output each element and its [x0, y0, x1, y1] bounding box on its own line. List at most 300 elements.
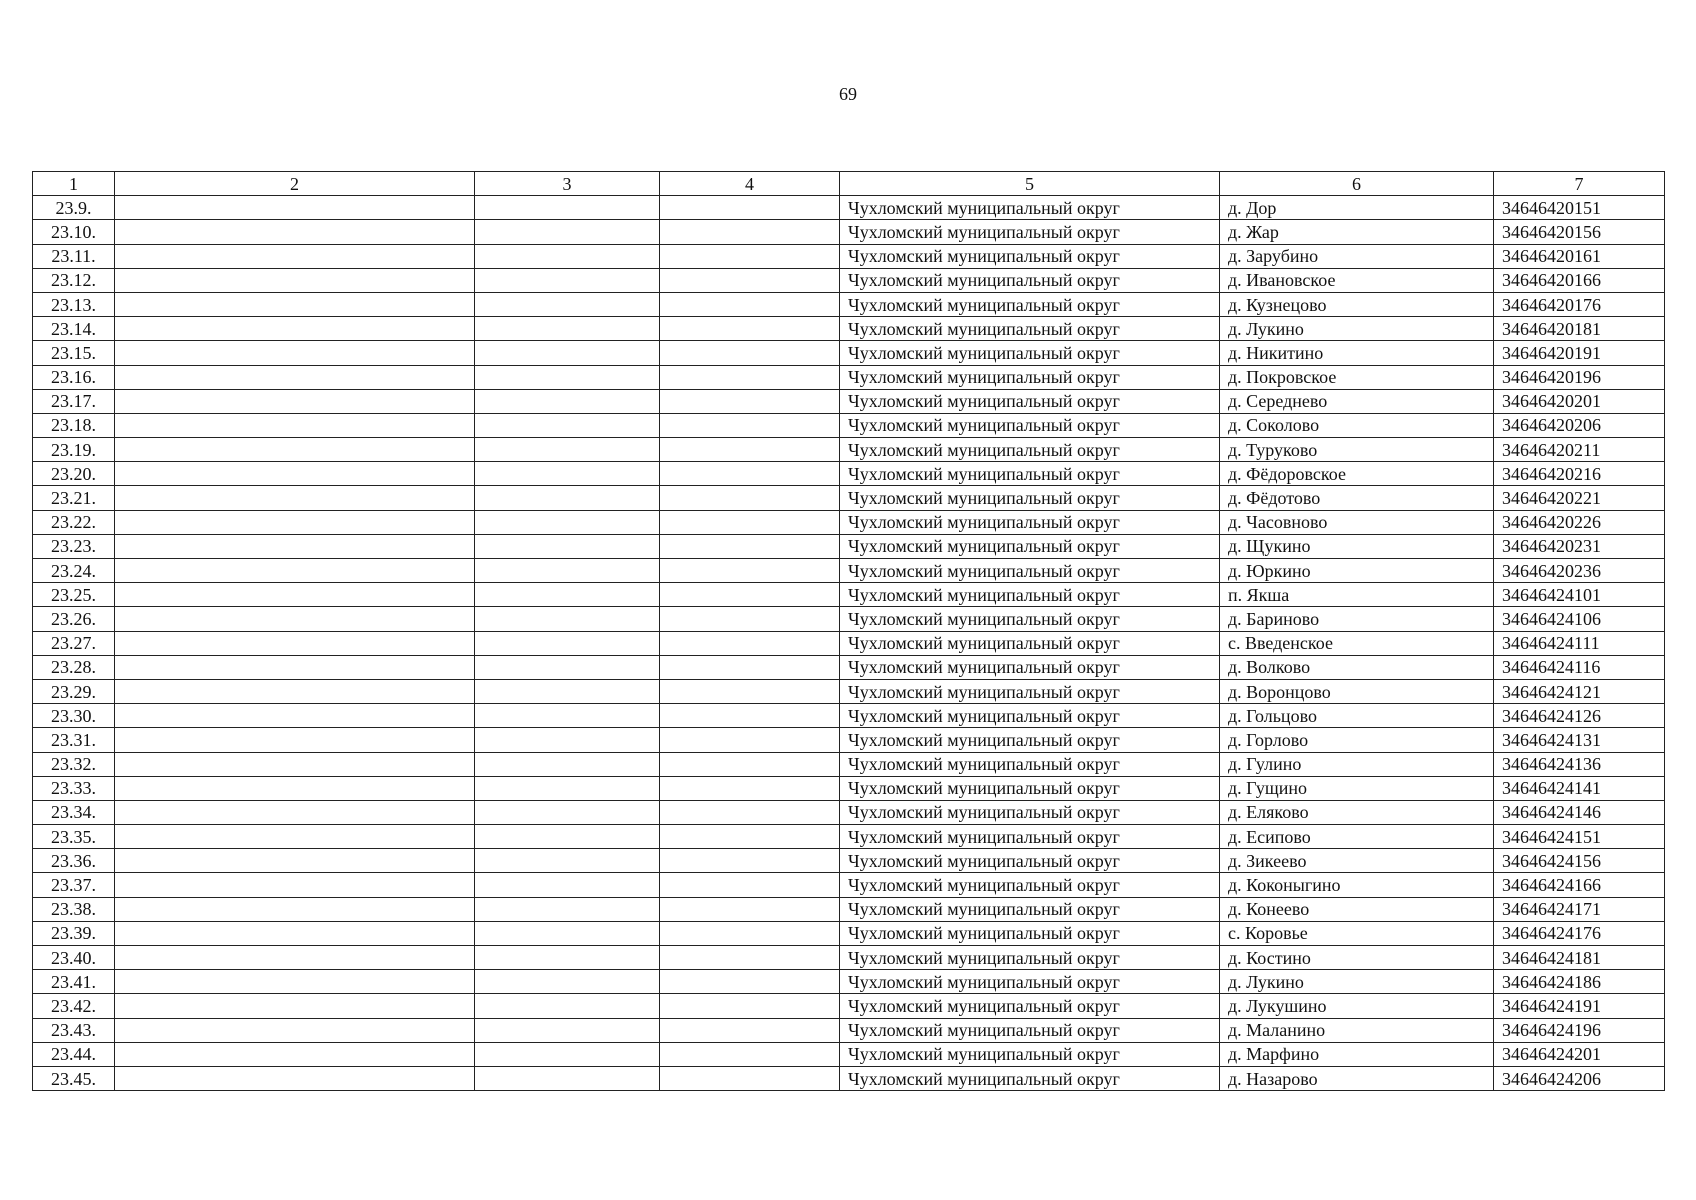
empty-cell-col2 — [115, 752, 475, 776]
empty-cell-col2 — [115, 655, 475, 679]
row-number-cell: 23.41. — [33, 970, 115, 994]
empty-cell-col3 — [475, 510, 660, 534]
column-header-3: 3 — [475, 172, 660, 196]
district-cell: Чухломский муниципальный округ — [840, 438, 1220, 462]
row-number-cell: 23.30. — [33, 704, 115, 728]
empty-cell-col2 — [115, 994, 475, 1018]
district-cell: Чухломский муниципальный округ — [840, 825, 1220, 849]
empty-cell-col3 — [475, 800, 660, 824]
empty-cell-col3 — [475, 1042, 660, 1066]
empty-cell-col4 — [660, 897, 840, 921]
table-row — [33, 196, 1665, 220]
table-row — [33, 462, 1665, 486]
district-cell: Чухломский муниципальный округ — [840, 317, 1220, 341]
table-row — [33, 994, 1665, 1018]
district-cell: Чухломский муниципальный округ — [840, 583, 1220, 607]
oktmo-code-cell: 34646420221 — [1494, 486, 1665, 510]
empty-cell-col2 — [115, 970, 475, 994]
oktmo-code-cell: 34646420181 — [1494, 317, 1665, 341]
empty-cell-col3 — [475, 1066, 660, 1090]
district-cell: Чухломский муниципальный округ — [840, 897, 1220, 921]
empty-cell-col4 — [660, 1018, 840, 1042]
empty-cell-col4 — [660, 389, 840, 413]
settlement-cell: д. Гольцово — [1220, 704, 1494, 728]
row-number-cell: 23.11. — [33, 244, 115, 268]
empty-cell-col2 — [115, 389, 475, 413]
empty-cell-col4 — [660, 510, 840, 534]
settlement-cell: д. Фёдотово — [1220, 486, 1494, 510]
empty-cell-col2 — [115, 220, 475, 244]
table-row — [33, 655, 1665, 679]
oktmo-code-cell: 34646424186 — [1494, 970, 1665, 994]
page-number: 69 — [839, 84, 857, 104]
table-row — [33, 486, 1665, 510]
empty-cell-col3 — [475, 244, 660, 268]
empty-cell-col3 — [475, 196, 660, 220]
empty-cell-col4 — [660, 679, 840, 703]
empty-cell-col2 — [115, 849, 475, 873]
oktmo-code-cell: 34646420191 — [1494, 341, 1665, 365]
district-cell: Чухломский муниципальный округ — [840, 776, 1220, 800]
oktmo-code-cell: 34646424116 — [1494, 655, 1665, 679]
empty-cell-col3 — [475, 220, 660, 244]
table-row — [33, 413, 1665, 437]
empty-cell-col4 — [660, 873, 840, 897]
row-number-cell: 23.26. — [33, 607, 115, 631]
row-number-cell: 23.10. — [33, 220, 115, 244]
settlement-cell: д. Туруково — [1220, 438, 1494, 462]
district-cell: Чухломский муниципальный округ — [840, 752, 1220, 776]
oktmo-code-cell: 34646424126 — [1494, 704, 1665, 728]
table-row — [33, 873, 1665, 897]
table-row — [33, 510, 1665, 534]
oktmo-code-cell: 34646420216 — [1494, 462, 1665, 486]
empty-cell-col2 — [115, 1018, 475, 1042]
district-cell: Чухломский муниципальный округ — [840, 196, 1220, 220]
empty-cell-col4 — [660, 631, 840, 655]
settlement-cell: д. Середнево — [1220, 389, 1494, 413]
settlement-cell: д. Воронцово — [1220, 679, 1494, 703]
settlement-cell: д. Соколово — [1220, 413, 1494, 437]
empty-cell-col4 — [660, 365, 840, 389]
row-number-cell: 23.39. — [33, 921, 115, 945]
empty-cell-col4 — [660, 220, 840, 244]
empty-cell-col4 — [660, 1042, 840, 1066]
settlement-cell: д. Зикеево — [1220, 849, 1494, 873]
table-row — [33, 776, 1665, 800]
settlement-cell: п. Якша — [1220, 583, 1494, 607]
row-number-cell: 23.45. — [33, 1066, 115, 1090]
empty-cell-col4 — [660, 921, 840, 945]
settlement-cell: д. Конеево — [1220, 897, 1494, 921]
table-row — [33, 728, 1665, 752]
table-row — [33, 220, 1665, 244]
district-cell: Чухломский муниципальный округ — [840, 220, 1220, 244]
empty-cell-col3 — [475, 413, 660, 437]
oktmo-code-cell: 34646424171 — [1494, 897, 1665, 921]
district-cell: Чухломский муниципальный округ — [840, 1018, 1220, 1042]
district-cell: Чухломский муниципальный округ — [840, 1042, 1220, 1066]
settlement-cell: д. Марфино — [1220, 1042, 1494, 1066]
row-number-cell: 23.24. — [33, 559, 115, 583]
empty-cell-col3 — [475, 607, 660, 631]
empty-cell-col2 — [115, 679, 475, 703]
table-row — [33, 534, 1665, 558]
empty-cell-col3 — [475, 849, 660, 873]
empty-cell-col4 — [660, 583, 840, 607]
row-number-cell: 23.40. — [33, 946, 115, 970]
district-cell: Чухломский муниципальный округ — [840, 510, 1220, 534]
row-number-cell: 23.19. — [33, 438, 115, 462]
district-cell: Чухломский муниципальный округ — [840, 946, 1220, 970]
settlements-table — [32, 171, 1665, 1091]
district-cell: Чухломский муниципальный округ — [840, 994, 1220, 1018]
oktmo-code-cell: 34646424131 — [1494, 728, 1665, 752]
table-row — [33, 631, 1665, 655]
oktmo-code-cell: 34646424191 — [1494, 994, 1665, 1018]
district-cell: Чухломский муниципальный округ — [840, 679, 1220, 703]
empty-cell-col2 — [115, 341, 475, 365]
empty-cell-col3 — [475, 268, 660, 292]
empty-cell-col3 — [475, 704, 660, 728]
settlement-cell: д. Гулино — [1220, 752, 1494, 776]
empty-cell-col2 — [115, 1066, 475, 1090]
table-row — [33, 970, 1665, 994]
table-row — [33, 825, 1665, 849]
oktmo-code-cell: 34646424206 — [1494, 1066, 1665, 1090]
oktmo-code-cell: 34646424106 — [1494, 607, 1665, 631]
settlement-cell: д. Юркино — [1220, 559, 1494, 583]
oktmo-code-cell: 34646424136 — [1494, 752, 1665, 776]
row-number-cell: 23.12. — [33, 268, 115, 292]
empty-cell-col3 — [475, 825, 660, 849]
table-row — [33, 704, 1665, 728]
table-row — [33, 292, 1665, 316]
row-number-cell: 23.14. — [33, 317, 115, 341]
table-row — [33, 921, 1665, 945]
empty-cell-col4 — [660, 946, 840, 970]
settlement-cell: д. Маланино — [1220, 1018, 1494, 1042]
table-row — [33, 559, 1665, 583]
settlement-cell: д. Костино — [1220, 946, 1494, 970]
settlement-cell: д. Лукушино — [1220, 994, 1494, 1018]
oktmo-code-cell: 34646424151 — [1494, 825, 1665, 849]
row-number-cell: 23.33. — [33, 776, 115, 800]
empty-cell-col2 — [115, 631, 475, 655]
row-number-cell: 23.31. — [33, 728, 115, 752]
table-row — [33, 679, 1665, 703]
empty-cell-col4 — [660, 244, 840, 268]
district-cell: Чухломский муниципальный округ — [840, 244, 1220, 268]
empty-cell-col2 — [115, 365, 475, 389]
empty-cell-col2 — [115, 196, 475, 220]
row-number-cell: 23.25. — [33, 583, 115, 607]
settlement-cell: д. Ивановское — [1220, 268, 1494, 292]
oktmo-code-cell: 34646424166 — [1494, 873, 1665, 897]
empty-cell-col4 — [660, 534, 840, 558]
district-cell: Чухломский муниципальный округ — [840, 534, 1220, 558]
oktmo-code-cell: 34646420196 — [1494, 365, 1665, 389]
table-row — [33, 1066, 1665, 1090]
empty-cell-col4 — [660, 970, 840, 994]
empty-cell-col3 — [475, 655, 660, 679]
empty-cell-col3 — [475, 631, 660, 655]
row-number-cell: 23.13. — [33, 292, 115, 316]
table-row — [33, 438, 1665, 462]
empty-cell-col4 — [660, 800, 840, 824]
empty-cell-col4 — [660, 994, 840, 1018]
district-cell: Чухломский муниципальный округ — [840, 486, 1220, 510]
column-number-row — [33, 172, 1665, 196]
settlement-cell: д. Есипово — [1220, 825, 1494, 849]
column-header-1: 1 — [33, 172, 115, 196]
empty-cell-col4 — [660, 486, 840, 510]
empty-cell-col2 — [115, 873, 475, 897]
empty-cell-col2 — [115, 583, 475, 607]
empty-cell-col2 — [115, 268, 475, 292]
empty-cell-col3 — [475, 583, 660, 607]
table-row — [33, 752, 1665, 776]
empty-cell-col3 — [475, 462, 660, 486]
empty-cell-col3 — [475, 317, 660, 341]
row-number-cell: 23.42. — [33, 994, 115, 1018]
empty-cell-col4 — [660, 752, 840, 776]
district-cell: Чухломский муниципальный округ — [840, 873, 1220, 897]
empty-cell-col3 — [475, 970, 660, 994]
empty-cell-col3 — [475, 389, 660, 413]
empty-cell-col4 — [660, 196, 840, 220]
row-number-cell: 23.21. — [33, 486, 115, 510]
oktmo-code-cell: 34646424181 — [1494, 946, 1665, 970]
table-row — [33, 1018, 1665, 1042]
empty-cell-col2 — [115, 413, 475, 437]
empty-cell-col2 — [115, 244, 475, 268]
row-number-cell: 23.37. — [33, 873, 115, 897]
empty-cell-col2 — [115, 292, 475, 316]
empty-cell-col4 — [660, 317, 840, 341]
settlement-cell: д. Никитино — [1220, 341, 1494, 365]
empty-cell-col3 — [475, 752, 660, 776]
settlement-cell: с. Коровье — [1220, 921, 1494, 945]
empty-cell-col2 — [115, 486, 475, 510]
district-cell: Чухломский муниципальный округ — [840, 728, 1220, 752]
empty-cell-col2 — [115, 704, 475, 728]
table-row — [33, 268, 1665, 292]
column-header-4: 4 — [660, 172, 840, 196]
empty-cell-col4 — [660, 1066, 840, 1090]
settlement-cell: д. Фёдоровское — [1220, 462, 1494, 486]
oktmo-code-cell: 34646420151 — [1494, 196, 1665, 220]
settlement-cell: д. Бариново — [1220, 607, 1494, 631]
table-row — [33, 1042, 1665, 1066]
table-row — [33, 800, 1665, 824]
oktmo-code-cell: 34646420231 — [1494, 534, 1665, 558]
oktmo-code-cell: 34646420176 — [1494, 292, 1665, 316]
row-number-cell: 23.38. — [33, 897, 115, 921]
settlement-cell: д. Горлово — [1220, 728, 1494, 752]
district-cell: Чухломский муниципальный округ — [840, 268, 1220, 292]
oktmo-code-cell: 34646424201 — [1494, 1042, 1665, 1066]
column-header-7: 7 — [1494, 172, 1665, 196]
settlement-cell: д. Дор — [1220, 196, 1494, 220]
oktmo-code-cell: 34646420166 — [1494, 268, 1665, 292]
empty-cell-col4 — [660, 655, 840, 679]
table-row — [33, 244, 1665, 268]
settlement-cell: д. Лукино — [1220, 970, 1494, 994]
empty-cell-col4 — [660, 268, 840, 292]
row-number-cell: 23.16. — [33, 365, 115, 389]
table-row — [33, 607, 1665, 631]
empty-cell-col3 — [475, 292, 660, 316]
oktmo-code-cell: 34646420211 — [1494, 438, 1665, 462]
empty-cell-col4 — [660, 341, 840, 365]
row-number-cell: 23.22. — [33, 510, 115, 534]
empty-cell-col3 — [475, 921, 660, 945]
table-row — [33, 341, 1665, 365]
oktmo-code-cell: 34646420156 — [1494, 220, 1665, 244]
empty-cell-col3 — [475, 341, 660, 365]
empty-cell-col2 — [115, 776, 475, 800]
settlement-cell: д. Коконыгино — [1220, 873, 1494, 897]
empty-cell-col2 — [115, 1042, 475, 1066]
empty-cell-col2 — [115, 559, 475, 583]
settlement-cell: д. Гущино — [1220, 776, 1494, 800]
row-number-cell: 23.9. — [33, 196, 115, 220]
column-header-2: 2 — [115, 172, 475, 196]
column-header-6: 6 — [1220, 172, 1494, 196]
oktmo-code-cell: 34646420226 — [1494, 510, 1665, 534]
oktmo-code-cell: 34646420206 — [1494, 413, 1665, 437]
oktmo-code-cell: 34646420201 — [1494, 389, 1665, 413]
column-header-5: 5 — [840, 172, 1220, 196]
row-number-cell: 23.23. — [33, 534, 115, 558]
settlement-cell: д. Еляково — [1220, 800, 1494, 824]
empty-cell-col2 — [115, 607, 475, 631]
district-cell: Чухломский муниципальный округ — [840, 292, 1220, 316]
empty-cell-col2 — [115, 825, 475, 849]
oktmo-code-cell: 34646424156 — [1494, 849, 1665, 873]
row-number-cell: 23.34. — [33, 800, 115, 824]
empty-cell-col2 — [115, 534, 475, 558]
oktmo-code-cell: 34646424176 — [1494, 921, 1665, 945]
district-cell: Чухломский муниципальный округ — [840, 800, 1220, 824]
district-cell: Чухломский муниципальный округ — [840, 462, 1220, 486]
district-cell: Чухломский муниципальный округ — [840, 413, 1220, 437]
empty-cell-col2 — [115, 946, 475, 970]
empty-cell-col3 — [475, 438, 660, 462]
district-cell: Чухломский муниципальный округ — [840, 607, 1220, 631]
oktmo-code-cell: 34646424111 — [1494, 631, 1665, 655]
empty-cell-col3 — [475, 946, 660, 970]
empty-cell-col4 — [660, 438, 840, 462]
empty-cell-col2 — [115, 800, 475, 824]
table-row — [33, 389, 1665, 413]
row-number-cell: 23.27. — [33, 631, 115, 655]
district-cell: Чухломский муниципальный округ — [840, 631, 1220, 655]
empty-cell-col4 — [660, 825, 840, 849]
empty-cell-col3 — [475, 1018, 660, 1042]
empty-cell-col2 — [115, 510, 475, 534]
district-cell: Чухломский муниципальный округ — [840, 1066, 1220, 1090]
district-cell: Чухломский муниципальный округ — [840, 559, 1220, 583]
empty-cell-col3 — [475, 897, 660, 921]
oktmo-code-cell: 34646420236 — [1494, 559, 1665, 583]
empty-cell-col4 — [660, 607, 840, 631]
row-number-cell: 23.32. — [33, 752, 115, 776]
settlement-cell: д. Покровское — [1220, 365, 1494, 389]
oktmo-code-cell: 34646424141 — [1494, 776, 1665, 800]
empty-cell-col4 — [660, 704, 840, 728]
empty-cell-col2 — [115, 728, 475, 752]
settlement-cell: д. Щукино — [1220, 534, 1494, 558]
oktmo-code-cell: 34646424121 — [1494, 679, 1665, 703]
empty-cell-col3 — [475, 873, 660, 897]
empty-cell-col3 — [475, 679, 660, 703]
settlement-cell: д. Назарово — [1220, 1066, 1494, 1090]
oktmo-code-cell: 34646424101 — [1494, 583, 1665, 607]
empty-cell-col2 — [115, 317, 475, 341]
empty-cell-col2 — [115, 897, 475, 921]
empty-cell-col2 — [115, 921, 475, 945]
table-row — [33, 317, 1665, 341]
empty-cell-col3 — [475, 486, 660, 510]
settlement-cell: д. Зарубино — [1220, 244, 1494, 268]
empty-cell-col4 — [660, 776, 840, 800]
empty-cell-col3 — [475, 728, 660, 752]
row-number-cell: 23.15. — [33, 341, 115, 365]
settlement-cell: д. Волково — [1220, 655, 1494, 679]
district-cell: Чухломский муниципальный округ — [840, 849, 1220, 873]
table-row — [33, 897, 1665, 921]
settlement-cell: д. Кузнецово — [1220, 292, 1494, 316]
row-number-cell: 23.43. — [33, 1018, 115, 1042]
empty-cell-col3 — [475, 365, 660, 389]
empty-cell-col4 — [660, 292, 840, 316]
empty-cell-col3 — [475, 994, 660, 1018]
oktmo-code-cell: 34646424196 — [1494, 1018, 1665, 1042]
table-body — [33, 172, 1665, 1091]
empty-cell-col4 — [660, 462, 840, 486]
empty-cell-col4 — [660, 559, 840, 583]
district-cell: Чухломский муниципальный округ — [840, 921, 1220, 945]
settlement-cell: с. Введенское — [1220, 631, 1494, 655]
district-cell: Чухломский муниципальный округ — [840, 704, 1220, 728]
empty-cell-col3 — [475, 559, 660, 583]
empty-cell-col2 — [115, 438, 475, 462]
settlement-cell: д. Лукино — [1220, 317, 1494, 341]
oktmo-code-cell: 34646420161 — [1494, 244, 1665, 268]
row-number-cell: 23.17. — [33, 389, 115, 413]
row-number-cell: 23.44. — [33, 1042, 115, 1066]
district-cell: Чухломский муниципальный округ — [840, 970, 1220, 994]
empty-cell-col4 — [660, 849, 840, 873]
row-number-cell: 23.36. — [33, 849, 115, 873]
table-row — [33, 946, 1665, 970]
empty-cell-col3 — [475, 776, 660, 800]
empty-cell-col4 — [660, 728, 840, 752]
row-number-cell: 23.35. — [33, 825, 115, 849]
empty-cell-col2 — [115, 462, 475, 486]
settlement-cell: д. Часовново — [1220, 510, 1494, 534]
district-cell: Чухломский муниципальный округ — [840, 389, 1220, 413]
table-row — [33, 583, 1665, 607]
row-number-cell: 23.29. — [33, 679, 115, 703]
row-number-cell: 23.20. — [33, 462, 115, 486]
empty-cell-col3 — [475, 534, 660, 558]
oktmo-code-cell: 34646424146 — [1494, 800, 1665, 824]
table-row — [33, 849, 1665, 873]
district-cell: Чухломский муниципальный округ — [840, 655, 1220, 679]
